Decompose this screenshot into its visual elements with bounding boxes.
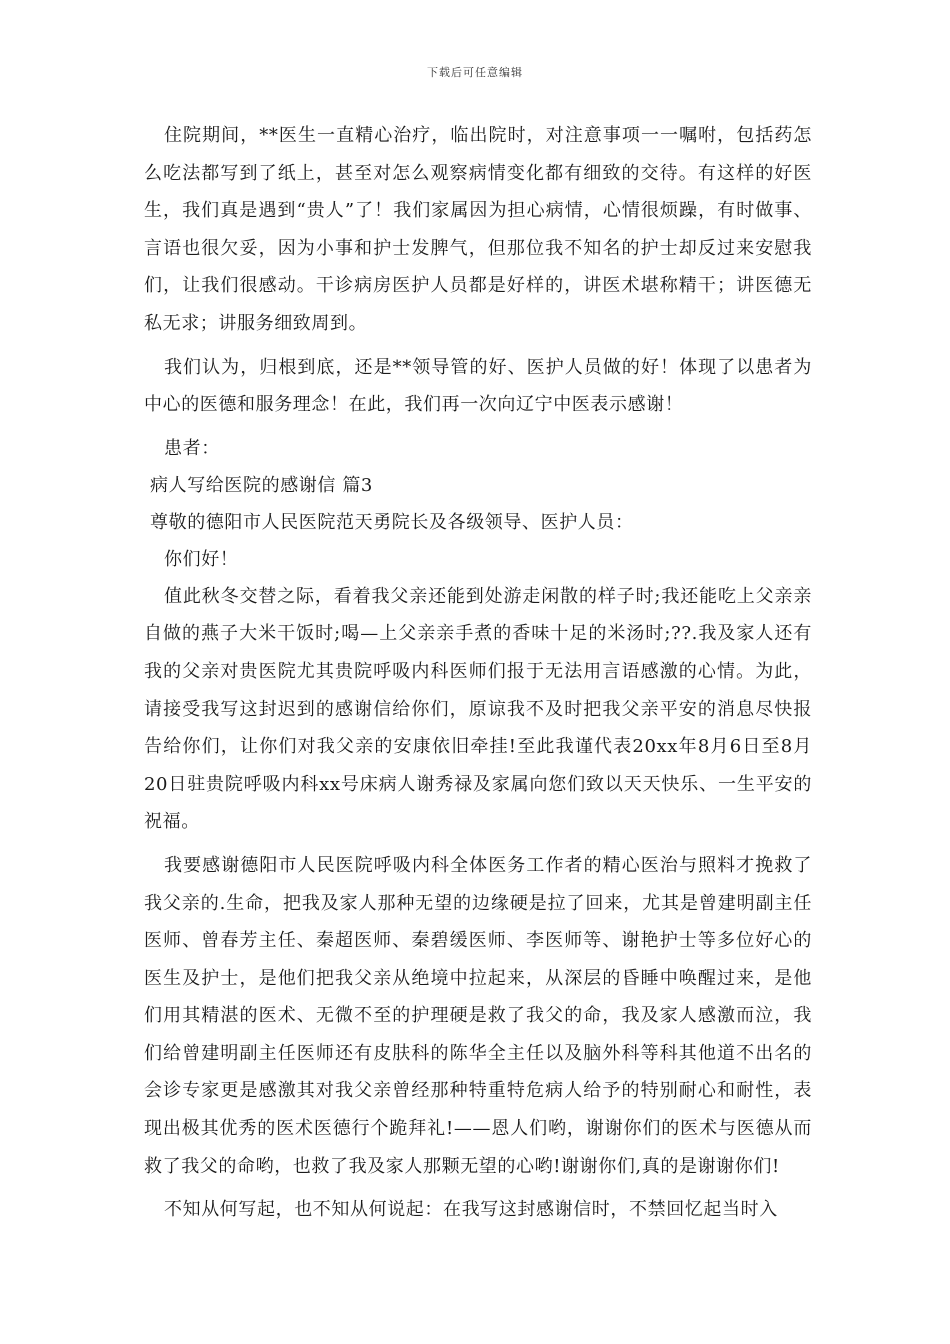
greeting: 你们好！ <box>164 548 239 570</box>
paragraph-gratitude: 我要感谢德阳市人民医院呼吸内科全体医务工作者的精心医治与照料才挽救了我父亲的.生命，把我及家人那种无望的边缘硬是拉了回来，尤其是曾建明副主任医师、曾春芳主任、秦超医师、秦碧缓医师、李医师等、谢艳护士等多位好心的医生及护士，是他们把我父亲从绝境中拉起来，从深层的昏睡中唤醒过来，是他们用其精湛的医术、无微不至的护理硬是救了我父的命，我及家人感激而泣，我们给曾建明副主任医师还有皮肤科的陈华全主任以及脑外科等科其他道不出名的会诊专家更是感激其对我父亲曾经那种特重特危病人给予的特别耐心和耐性，表现出极其优秀的医术医德行个跪拜礼!——恩人们哟，谢谢你们的医术与医德从而救了我父的命哟，也救了我及家人那颗无望的心哟!谢谢你们,真的是谢谢你们! <box>144 854 812 1177</box>
paragraph-conclusion: 我们认为，归根到底，还是**领导管的好、医护人员做的好！体现了以患者为中心的医德和服务理念！在此，我们再一次向辽宁中医表示感谢！ <box>144 356 812 416</box>
document-body <box>144 117 812 1229</box>
paragraph-hospital-stay: 住院期间，**医生一直精心治疗，临出院时，对注意事项一一嘱咐，包括药怎么吃法都写到了纸上，甚至对怎么观察病情变化都有细致的交待。有这样的好医生，我们真是遇到“贵人”了！我们家属因为担心病情，心情很烦躁，有时做事、言语也很欠妥，因为小事和护士发脾气，但那位我不知名的护士却反过来安慰我们，让我们很感动。干诊病房医护人员都是好样的，讲医术堪称精干；讲医德无私无求；讲服务细致周到。 <box>144 125 812 334</box>
salutation: 尊敬的德阳市人民医院范天勇院长及各级领导、医护人员： <box>150 511 634 533</box>
paragraph-autumn-winter: 值此秋冬交替之际，看着我父亲还能到处游走闲散的样子时;我还能吃上父亲亲自做的燕子大米干饭时;喝—上父亲亲手煮的香味十足的米汤时;??.我及家人还有我的父亲对贵医院尤其贵院呼吸内科医师们报于无法用言语感激的心情。为此，请接受我写这封迟到的感谢信给你们，原谅我不及时把我父亲平安的消息尽快报告给你们，让你们对我父亲的安康依旧牵挂!至此我谨代表20xx年8月6日至8月20日驻贵院呼吸内科xx号床病人谢秀禄及家属向您们致以天天快乐、一生平安的祝福。 <box>144 585 812 833</box>
paragraph-recollection: 不知从何写起，也不知从何说起：在我写这封感谢信时，不禁回忆起当时入 <box>164 1199 778 1221</box>
section-title: 病人写给医院的感谢信 篇3 <box>150 474 373 496</box>
signature-line: 患者： <box>164 437 220 459</box>
page-header: 下载后可任意编辑 <box>427 66 523 79</box>
